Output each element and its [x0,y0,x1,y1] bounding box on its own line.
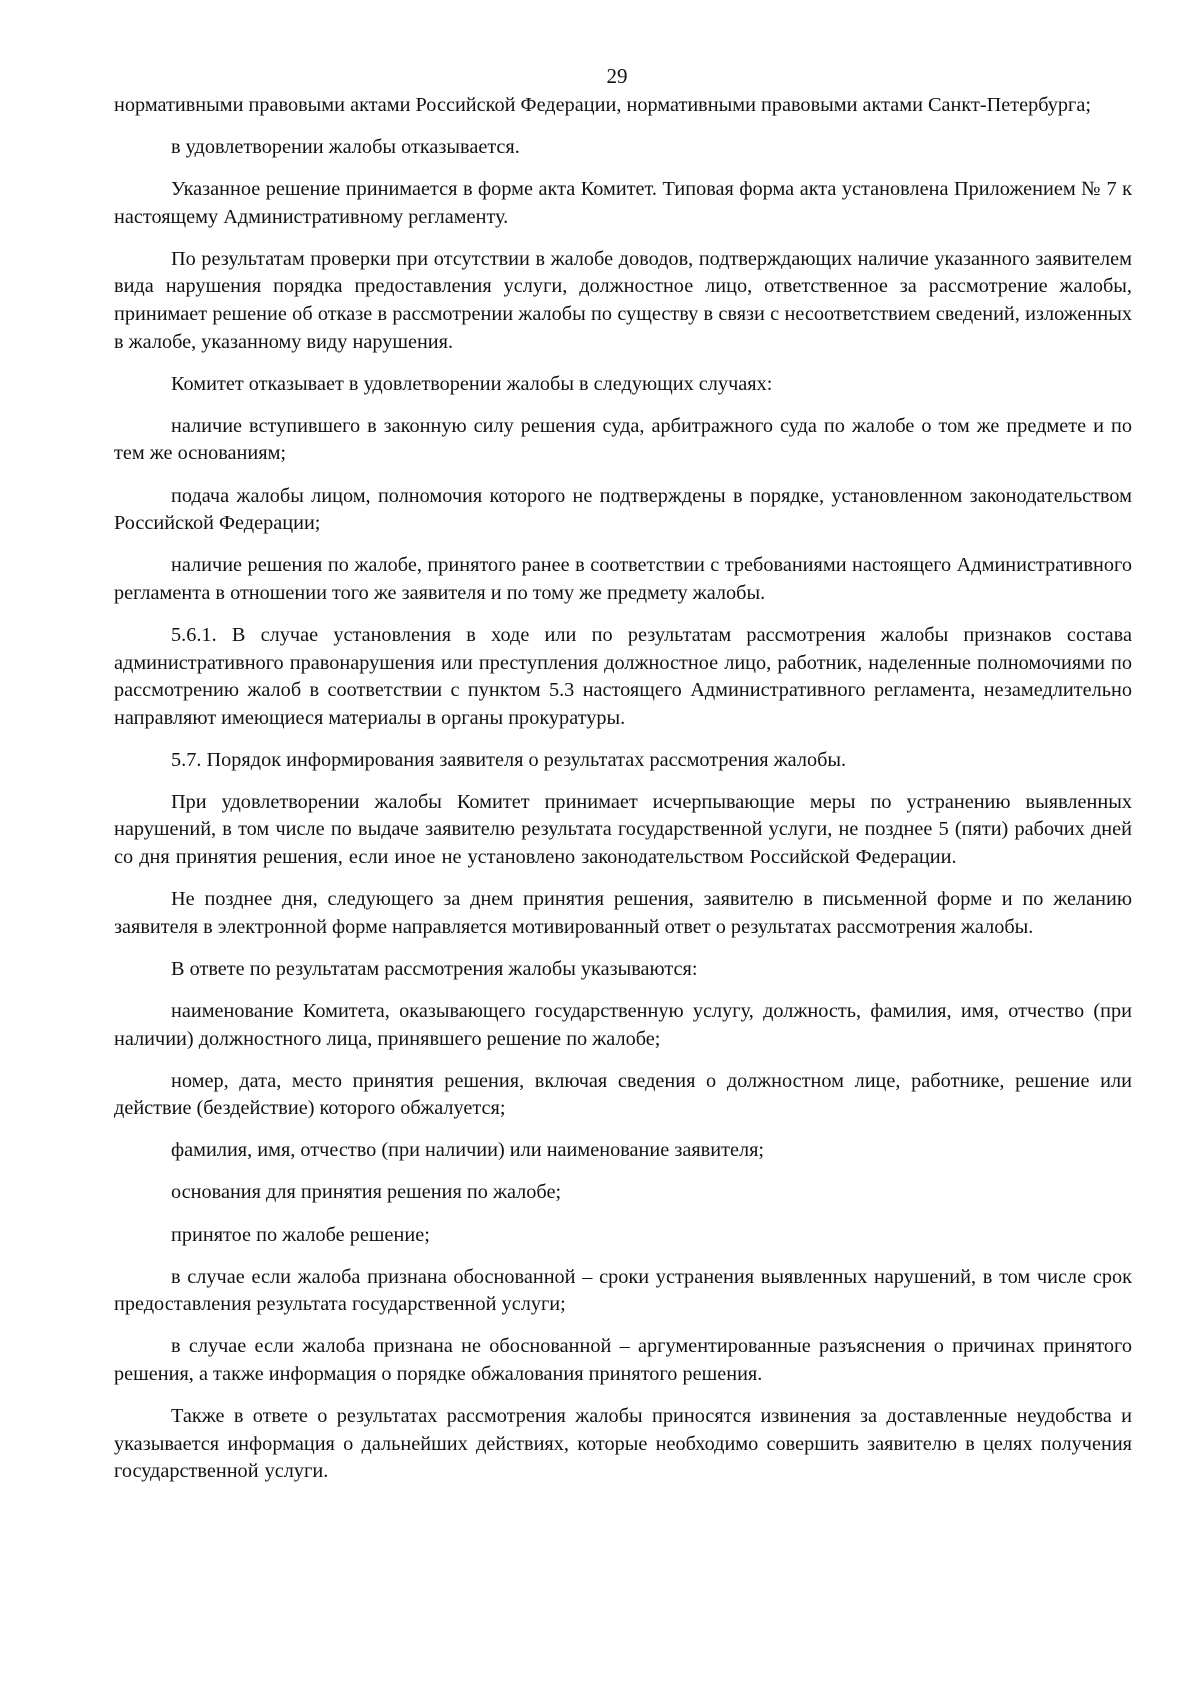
page-number: 29 [606,64,628,88]
list-item-decision-details: номер, дата, место принятия решения, включая сведения о должностном лице, работнике, решение или действие (бездействие) которого обжалуется; [114,1069,1132,1120]
list-item-decision-taken: принятое по жалобе решение; [171,1223,430,1246]
list-item-decision-grounds: основания для принятия решения по жалобе; [171,1181,562,1204]
paragraph-refusal: в удовлетворении жалобы отказывается. [171,136,520,159]
paragraph-apology: Также в ответе о результатах рассмотрения жалобы приносятся извинения за доставленные неудобства и указывается информация о дальнейших действиях, которые необходимо совершить заявителю в целях получения государственной услуги. [114,1404,1132,1483]
paragraph-refusal-cases: Комитет отказывает в удовлетворении жалобы в следующих случаях: [171,372,773,395]
paragraph-verification-results: По результатам проверки при отсутствии в жалобе доводов, подтверждающих наличие указанного заявителем вида нарушения порядка предоставления услуги, должностное лицо, ответственное за рассмотрение жалобы, принимает решение об отказе в рассмотрении жалобы по существу в связи с несоответствием сведений, изложенных в жалобе, указанному виду нарушения. [114,247,1132,353]
paragraph-satisfaction-measures: При удовлетворении жалобы Комитет принимает исчерпывающие меры по устранению выявленных нарушений, в том числе по выдаче заявителю результата государственной услуги, не позднее 5 (пяти) рабочих дней со дня принятия решения, если иное не установлено законодательством Российской Федерации. [114,790,1132,869]
list-item-applicant-name: фамилия, имя, отчество (при наличии) или наименование заявителя; [171,1139,765,1162]
list-item-unjustified-complaint: в случае если жалоба признана не обоснованной – аргументированные разъяснения о причинах принятого решения, а также информация о порядке обжалования принятого решения. [114,1335,1132,1385]
list-item-prior-decision: наличие решения по жалобе, принятого ранее в соответствии с требованиями настоящего Административного регламента в отношении того же заявителя и по тому же предмету жалобы. [114,554,1132,604]
list-item-committee-name: наименование Комитета, оказывающего государственную услугу, должность, фамилия, имя, отчество (при наличии) должностного лица, принявшего решение по жалобе; [114,999,1132,1050]
list-item-court-decision: наличие вступившего в законную силу решения суда, арбитражного суда по жалобе о том же предмете и по тем же основаниям; [114,414,1132,465]
section-5-7-heading: 5.7. Порядок информирования заявителя о результатах рассмотрения жалобы. [171,748,847,771]
paragraph-response-contents: В ответе по результатам рассмотрения жалобы указываются: [171,957,698,980]
section-5-6-1: 5.6.1. В случае установления в ходе или по результатам рассмотрения жалобы признаков состава административного правонарушения или преступления должностное лицо, работник, наделенные полномочиями по рассмотрению жалоб в соответствии с пунктом 5.3 настоящего Административного регламента, незамедлительно направляют имеющиеся материалы в органы прокуратуры. [114,623,1132,729]
document-body [114,92,1132,1500]
paragraph-act-form: Указанное решение принимается в форме акта Комитет. Типовая форма акта установлена Приложением № 7 к настоящему Административному регламенту. [114,178,1132,228]
paragraph-continuation: нормативными правовыми актами Российской Федерации, нормативными правовыми актами Санкт-Петербурга; [114,94,1092,116]
list-item-unconfirmed-authority: подача жалобы лицом, полномочия которого не подтверждены в порядке, установленном законодательством Российской Федерации; [114,484,1132,535]
list-item-justified-complaint: в случае если жалоба признана обоснованной – сроки устранения выявленных нарушений, в том числе срок предоставления результата государственной услуги; [114,1265,1132,1316]
paragraph-reasoned-response: Не позднее дня, следующего за днем принятия решения, заявителю в письменной форме и по желанию заявителя в электронной форме направляется мотивированный ответ о результатах рассмотрения жалобы. [114,888,1132,938]
